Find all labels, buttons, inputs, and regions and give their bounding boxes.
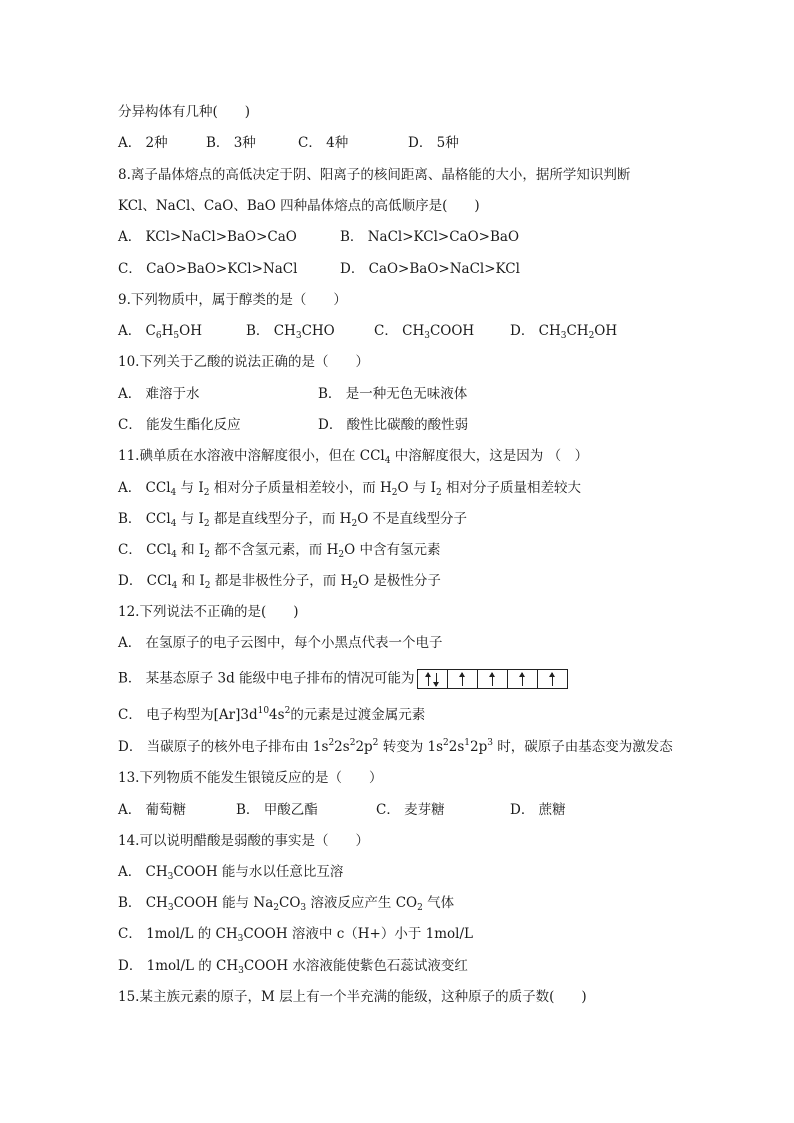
arrow-up-icon xyxy=(489,673,495,686)
q8-stem-line2: KCl、NaCl、CaO、BaO 四种晶体熔点的高低顺序是( ) xyxy=(118,198,480,214)
q7-option-d[interactable]: D． 5种 xyxy=(408,135,459,151)
q8-option-b[interactable]: B． NaCl>KCl>CaO>BaO xyxy=(340,229,520,245)
arrow-up-icon xyxy=(519,673,525,686)
q8-stem-line1: 8.离子晶体熔点的高低决定于阴、阳离子的核间距离、晶格能的大小，据所学知识判断 xyxy=(118,167,631,183)
q12-stem: 12.下列说法不正确的是( ) xyxy=(118,604,299,620)
q14-option-d[interactable]: D． 1mol/L 的 $CH_3COOH$ 水溶液能使紫色石蕊试液变红 xyxy=(118,958,468,976)
orbital-cell xyxy=(478,670,508,688)
q13-option-a[interactable]: A． 葡萄糖 xyxy=(118,802,187,818)
arrow-up-icon xyxy=(549,673,555,686)
q12-option-a[interactable]: A． 在氢原子的电子云图中，每个小黑点代表一个电子 xyxy=(118,635,443,651)
q11-option-d[interactable]: D． CCl$_4$ 和 $I_2$ 都是非极性分子，而 $H_2O$ 是极性分子 xyxy=(118,573,441,591)
q10-stem: 10.下列关于乙酸的说法正确的是（ ） xyxy=(118,354,369,370)
q10-option-b[interactable]: B． 是一种无色无味液体 xyxy=(318,386,468,402)
q11-stem: 11.碘单质在水溶液中溶解度很小，但在 CCl$_4$ 中溶解度很大，这是因为 （ ） xyxy=(118,448,589,466)
orbital-cell xyxy=(448,670,478,688)
q10-option-a[interactable]: A． 难溶于水 xyxy=(118,386,200,402)
q10-option-c[interactable]: C． 能发生酯化反应 xyxy=(118,417,241,433)
q13-stem: 13.下列物质不能发生银镜反应的是（ ） xyxy=(118,770,383,786)
q14-stem: 14.可以说明醋酸是弱酸的事实是（ ） xyxy=(118,833,369,849)
orbital-cell xyxy=(418,670,448,688)
q14-option-a[interactable]: A． $CH_3COOH$ 能与水以任意比互溶 xyxy=(118,864,344,882)
q9-stem: 9.下列物质中，属于醇类的是（ ） xyxy=(118,292,347,308)
q9-option-c[interactable]: C． $CH_3COOH$ xyxy=(374,323,475,341)
q11-option-a[interactable]: A． CCl$_4$ 与 $I_2$ 相对分子质量相差较小，而 $H_2O$ 与 $I_2$ 相对分子质量相差较大 xyxy=(118,480,582,498)
q10-option-d[interactable]: D． 酸性比碳酸的酸性弱 xyxy=(318,417,469,433)
q12-option-d[interactable]: D． 当碳原子的核外电子排布由 $1s^22s^22p^2$ 转变为 $1s^22s^12p^3$ 时，碳原子由基态变为激发态 xyxy=(118,738,673,755)
arrow-up-icon xyxy=(459,673,465,686)
q13-option-d[interactable]: D． 蔗糖 xyxy=(510,802,566,818)
orbital-cell xyxy=(538,670,567,688)
q7-option-b[interactable]: B． 3种 xyxy=(206,135,256,151)
q12-option-b[interactable]: B． 某基态原子 3d 能级中电子排布的情况可能为 xyxy=(118,669,568,689)
q9-option-b[interactable]: B． $CH_3CHO$ xyxy=(246,323,335,341)
q12-option-c[interactable]: C． 电子构型为$[Ar]3d^{10}4s^2$的元素是过渡金属元素 xyxy=(118,706,426,723)
orbital-cell xyxy=(508,670,538,688)
q7-option-a[interactable]: A． 2种 xyxy=(118,135,168,151)
q14-option-c[interactable]: C． 1mol/L 的 $CH_3COOH$ 溶液中 c（H+）小于 1mol/L xyxy=(118,926,473,944)
q14-option-b[interactable]: B． $CH_3COOH$ 能与 $Na_2CO_3$ 溶液反应产生 $CO_2$ 气体 xyxy=(118,895,455,913)
q9-option-d[interactable]: D． $CH_3CH_2OH$ xyxy=(510,323,618,341)
q11-option-b[interactable]: B． CCl$_4$ 与 $I_2$ 都是直线型分子，而 $H_2O$ 不是直线型分子 xyxy=(118,511,468,529)
arrow-down-icon xyxy=(433,673,439,686)
q8-option-a[interactable]: A． KCl>NaCl>BaO>CaO xyxy=(118,229,297,245)
q9-option-a[interactable]: A． $C_6H_5OH$ xyxy=(118,323,202,341)
q13-option-c[interactable]: C． 麦芽糖 xyxy=(376,802,445,818)
q8-option-c[interactable]: C． CaO>BaO>KCl>NaCl xyxy=(118,261,298,277)
q11-option-c[interactable]: C． CCl$_4$ 和 $I_2$ 都不含氢元素，而 $H_2O$ 中含有氢元素 xyxy=(118,542,441,560)
orbital-diagram-3d xyxy=(417,669,568,689)
q7-option-c[interactable]: C． 4种 xyxy=(298,135,349,151)
q7-stem-continued: 分异构体有几种( ) xyxy=(118,104,251,120)
q8-option-d[interactable]: D． CaO>BaO>NaCl>KCl xyxy=(340,261,520,277)
q13-option-b[interactable]: B． 甲酸乙酯 xyxy=(236,802,318,818)
arrow-up-icon xyxy=(425,673,431,686)
q15-stem: 15.某主族元素的原子，M 层上有一个半充满的能级，这种原子的质子数( ) xyxy=(118,989,587,1005)
